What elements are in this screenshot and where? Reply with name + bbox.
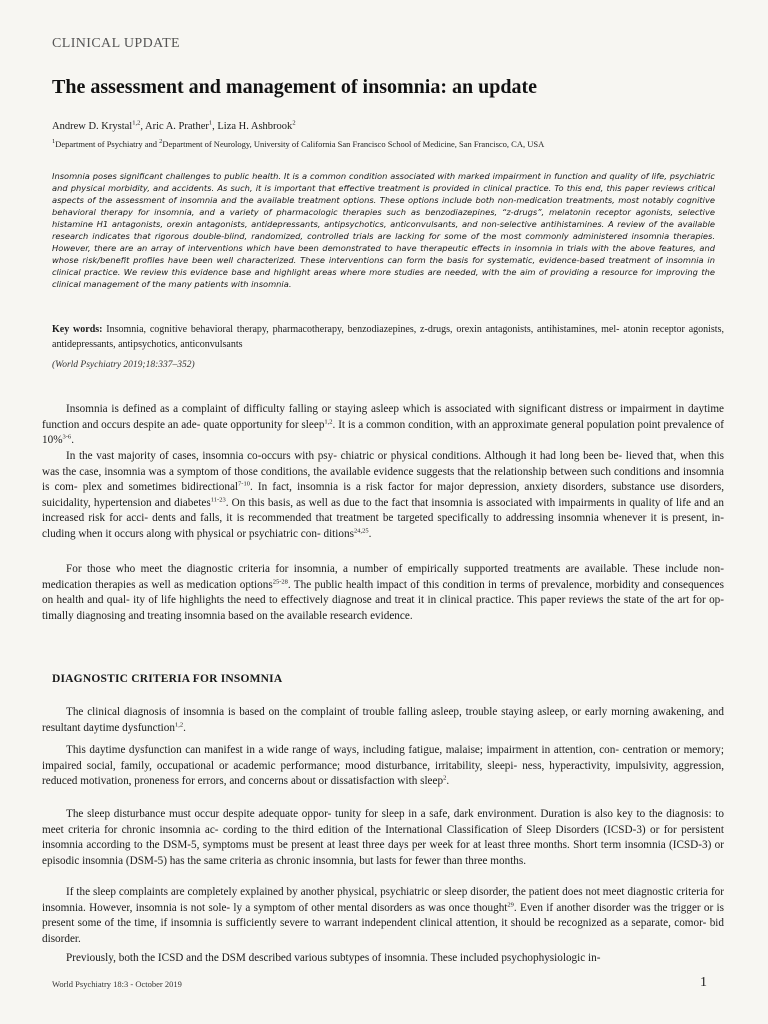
paragraph-intro-2 [42, 449, 724, 543]
article-title: The assessment and management of insomnia: an update [52, 76, 538, 98]
paragraph-text: . [71, 434, 74, 447]
author-name: Liza H. Ashbrook [217, 121, 293, 132]
author-name: Andrew D. Krystal [52, 121, 133, 132]
paragraph-text: . The public health impact of this condition in terms of prevalence, morbidity and consequences on health and qual- ity of life highlights the need to effectively diagnose and treat it in clinical practice. This paper reviews the state of the art for op- timally diagnosing and treating insomnia based on the available research evidence. [42, 578, 724, 622]
keywords-text: Insomnia, cognitive behavioral therapy, pharmacotherapy, benzodiazepines, z-drugs, orexin antagonists, antihistamines, mel- atonin receptor agonists, antidepressants, antipsychotics, anticonvulsants [52, 324, 724, 350]
reference-mark: 2 [443, 774, 447, 782]
paragraph-diagnosis-2 [42, 743, 724, 790]
reference-mark: 3-6 [62, 433, 72, 441]
paragraph-text: . [183, 721, 186, 734]
paragraph-intro-3 [42, 562, 724, 624]
affiliation-text: Department of Psychiatry and [55, 139, 160, 149]
reference-mark: 7-10 [238, 480, 250, 488]
reference-mark: 29 [507, 900, 514, 908]
author-affiliation-mark: 1,2 [132, 119, 141, 127]
author-list: Andrew D. Krystal$^{1,2}$, Aric A. Prather$^1$, Liza H. Ashbrook$^2$ [52, 119, 296, 132]
abstract: Insomnia poses significant challenges to public health. It is a common condition associated with marked impairment in function and quality of life, psychiatric and physical morbidity, and accidents. As such, it is important that effective treatment is provided in clinical practice. To this end, this paper reviews critical aspects of the assessment of insomnia and the available treatment options. These options include both non-medication treatments, most notably cognitive behavioral therapy for insomnia, and a variety of pharmacologic therapies such as benzodiazepines, “z-drugs”, melatonin receptor agonists, selective histamine H1 antagonists, orexin antagonists, antidepressants, antipsychotics, anticonvulsants, and non-selective antihistamines. A review of the available research indicates that rigorous double-blind, randomized, controlled trials are lacking for some of the most commonly administered insomnia therapies. However, there are an array of interventions which have been demonstrated to have therapeutic effects in insomnia in trials with the above features, and whose risk/benefit profiles have been well characterized. These interventions can form the basis for systematic, evidence-based treatment of insomnia in clinical practice. We review this evidence base and highlight areas where more studies are needed, with the aim of providing a resource for improving the clinical management of the many patients with insomnia. [52, 171, 715, 289]
paragraph-text: In the vast majority of cases, insomnia co-occurs with psy- chiatric or physical conditions. Although it had long been be- lieved that, when this was the case, insomnia was a symptom of those conditions, the available evidence suggests that the relationship between such conditions and insomnia is com- plex and sometimes bidirectional [42, 450, 724, 494]
keywords [52, 322, 724, 352]
paragraph-diagnosis-5: Previously, both the ICSD and the DSM described various subtypes of insomnia. These included psychophysiologic in- [66, 952, 601, 964]
author-name: Aric A. Prather [145, 121, 209, 132]
reference-mark: 25-28 [272, 577, 288, 585]
affiliation-text: Department of Neurology, University of California San Francisco School of Medicine, San Francisco, CA, USA [162, 139, 545, 149]
paragraph-text: . It is a common condition, with an approximate general population point prevalence of 10% [42, 418, 724, 447]
affiliations [52, 139, 544, 149]
citation: (World Psychiatry 2019;18:337–352) [52, 360, 195, 370]
paragraph-intro-1 [42, 402, 724, 449]
reference-mark: 11-23 [210, 496, 226, 504]
reference-mark: 1,2 [174, 720, 184, 728]
paragraph-diagnosis-1 [42, 705, 724, 736]
paragraph-diagnosis-3: The sleep disturbance must occur despite adequate oppor- tunity for sleep in a safe, dark environment. Duration is also key to the diagnosis: to meet criteria for chronic insomnia ac- cording to the third edition of the International Classification of Sleep Disorders (ICSD-3) or for persistent insomnia according to the DSM-5, symptoms must be present at least three days per week for at least three months. Short term insomnia (ICSD-3) or episodic insomnia (DSM-5) has the same criteria as chronic insomnia, but lasts for fewer than three months. [42, 808, 724, 867]
paragraph-text: . [446, 775, 450, 788]
author-affiliation-mark: 1 [208, 119, 213, 127]
reference-mark: 24,25 [353, 527, 369, 535]
section-heading: DIAGNOSTIC CRITERIA FOR INSOMNIA [52, 673, 283, 685]
paragraph-text: For those who meet the diagnostic criteria for insomnia, a number of empirically supported treatments are available. These include non-medication therapies as well as medication options [42, 563, 724, 591]
paragraph-text: If the sleep complaints are completely explained by another physical, psychiatric or sleep disorder, the patient does not meet diagnostic criteria for insomnia. However, insomnia is not sole- ly a symptom of other mental disorders as was once thought [42, 886, 724, 914]
section-tag: CLINICAL UPDATE [52, 36, 180, 51]
affiliation-mark: 1 [52, 138, 56, 146]
paragraph-text: . In fact, insomnia is a risk factor for major depression, anxiety disorders, substance use disorders, suicidality, hypertension and diabetes [42, 481, 724, 509]
paragraph-text: . On this basis, as well as due to the fact that insomnia is associated with impairments in quality of life and an increased risk for acci- dents and falls, it is recommended that treatment be targeted specifically to addressing insomnia whenever it is present, in- cluding when it occurs along with physical or psychiatric con- ditions [42, 496, 724, 540]
reference-mark: 1,2 [324, 417, 333, 425]
footer-journal: World Psychiatry 18:3 - October 2019 [52, 979, 182, 989]
paragraph-text: Insomnia is defined as a complaint of difficulty falling or staying asleep which is associated with significant distress or impairment in daytime function and occurs despite an ade- quate opportunity for sleep [42, 403, 724, 431]
paragraph-text: This daytime dysfunction can manifest in a wide range of ways, including fatigue, malaise; impairment in attention, con- centration or memory; impaired social, family, occupational or academic performance; mood disturbance, irritability, sleepi- ness, hyperactivity, impulsivity, aggression, reduced motivation, proneness for errors, and concerns about or dissatisfaction with sleep [42, 744, 724, 788]
paragraph-text: . Even if another disorder was the trigger or is present some of the time, if insomnia is sufficiently severe to warrant independent clinical attention, it should be recognized as a separate, comor- bid disorder. [42, 901, 724, 945]
paragraph-diagnosis-4 [42, 885, 724, 947]
paragraph-text: The clinical diagnosis of insomnia is based on the complaint of trouble falling asleep, trouble staying asleep, or early morning awakening, and resultant daytime dysfunction [42, 706, 724, 734]
keywords-label: Key words: [52, 324, 103, 335]
paragraph-text: . [368, 527, 372, 540]
author-affiliation-mark: 2 [292, 119, 296, 127]
affiliation-mark: 2 [159, 138, 163, 146]
page-number: 1 [700, 975, 707, 990]
